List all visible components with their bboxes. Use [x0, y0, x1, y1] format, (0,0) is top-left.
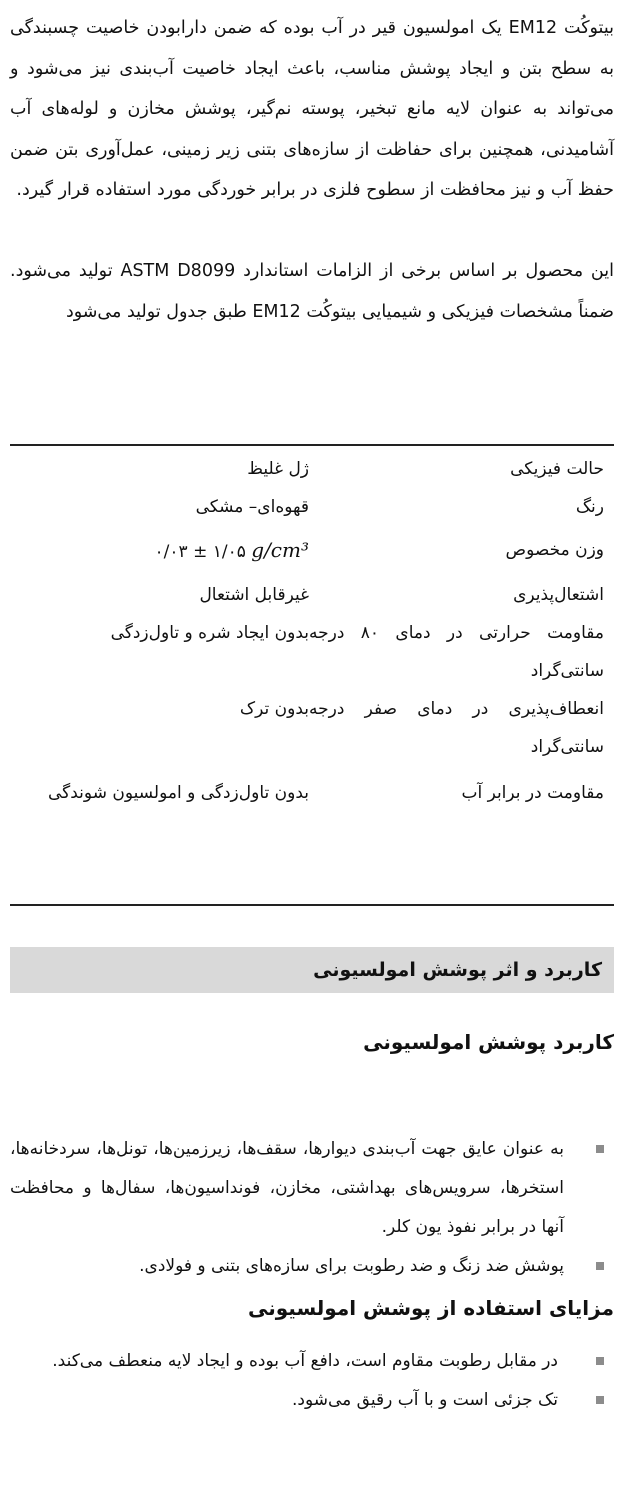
spec-label: رنگ — [575, 497, 604, 517]
density-unit: g/cm³ — [251, 538, 309, 562]
list-item-text: تک جزئی است و با آب رقیق می‌شود. — [292, 1390, 558, 1410]
section-header: کاربرد و اثر پوشش امولسیونی — [10, 947, 614, 993]
table-row — [38, 614, 614, 690]
list-item — [10, 1130, 614, 1247]
table-row — [38, 450, 614, 488]
square-bullet-icon — [596, 1357, 604, 1365]
table-row — [38, 690, 614, 774]
uses-heading: کاربرد پوشش امولسیونی — [363, 1030, 614, 1054]
uses-list — [10, 1130, 614, 1286]
table-row — [38, 774, 614, 812]
spec-label: انعطاف‌پذیری در دمای صفر درجه سانتی‌گراد — [309, 699, 604, 757]
spec-value: غیرقابل اشتعال — [199, 585, 309, 605]
benefits-list — [10, 1342, 614, 1420]
spec-value: قهوه‌ای– مشکی — [195, 497, 309, 517]
density-value: ۱/۰۵ ± ۰/۰۳ — [154, 542, 246, 562]
spec-value: بدون تاول‌زدگی و امولسیون شوندگی — [48, 783, 309, 803]
square-bullet-icon — [596, 1396, 604, 1404]
spec-label: وزن مخصوص — [505, 540, 604, 560]
spec-label: مقاومت حرارتی در دمای ۸۰ درجه سانتی‌گراد — [309, 623, 604, 681]
list-item — [10, 1247, 614, 1286]
square-bullet-icon — [596, 1262, 604, 1270]
spec-value: ژل غلیظ — [247, 459, 309, 479]
list-item-text: به عنوان عایق جهت آب‌بندی دیوارها، سقف‌ها، زیرزمین‌ها، تونل‌ها، سردخانه‌ها، استخرها، سرویس‌های بهداشتی، مخازن، فونداسیون‌ها، سفال‌ها و محافظت آنها در برابر نفوذ یون کلر. — [10, 1139, 564, 1237]
intro-paragraph: بیتوکُت EM12 یک امولسیون قیر در آب بوده که ضمن دارابودن خاصیت چسبندگی به سطح بتن و ایجاد پوشش مناسب، باعث ایجاد خاصیت آب‌بندی نیز می‌شود و می‌تواند به عنوان لایه مانع تبخیر، پوسته نم‌گیر، پوشش مخازن و لوله‌های آب آشامیدنی، همچنین برای حفاظت از سازه‌های بتنی زیر زمینی، عمل‌آوری بتن ضمن حفظ آب و نیز محافظت از سطوح فلزی در برابر خوردگی مورد استفاده قرار گیرد. — [10, 18, 614, 200]
list-item — [10, 1381, 614, 1420]
spec-label: مقاومت در برابر آب — [461, 783, 604, 803]
specs-table — [38, 450, 614, 812]
spec-value: بدون ترک — [239, 699, 309, 719]
square-bullet-icon — [596, 1145, 604, 1153]
benefits-heading: مزایای استفاده از پوشش امولسیونی — [248, 1296, 614, 1320]
spec-label: اشتعال‌پذیری — [513, 585, 604, 605]
list-item — [10, 1342, 614, 1381]
table-top-rule — [10, 444, 614, 446]
standard-paragraph: این محصول بر اساس برخی از الزامات استاندارد ASTM D8099 تولید می‌شود. ضمناً مشخصات فیزیکی و شیمیایی بیتوکُت EM12 طبق جدول تولید می‌شود — [10, 261, 614, 322]
spec-label: حالت فیزیکی — [510, 459, 604, 479]
table-row — [38, 488, 614, 526]
list-item-text: پوشش ضد زنگ و ضد رطوبت برای سازه‌های بتنی و فولادی. — [139, 1256, 564, 1276]
table-row — [38, 526, 614, 576]
spec-value: بدون ایجاد شره و تاول‌زدگی — [110, 623, 309, 643]
list-item-text: در مقابل رطوبت مقاوم است، دافع آب بوده و ایجاد لایه منعطف می‌کند. — [52, 1351, 558, 1371]
spec-value — [38, 526, 309, 576]
table-row — [38, 576, 614, 614]
table-bottom-rule — [10, 904, 614, 906]
